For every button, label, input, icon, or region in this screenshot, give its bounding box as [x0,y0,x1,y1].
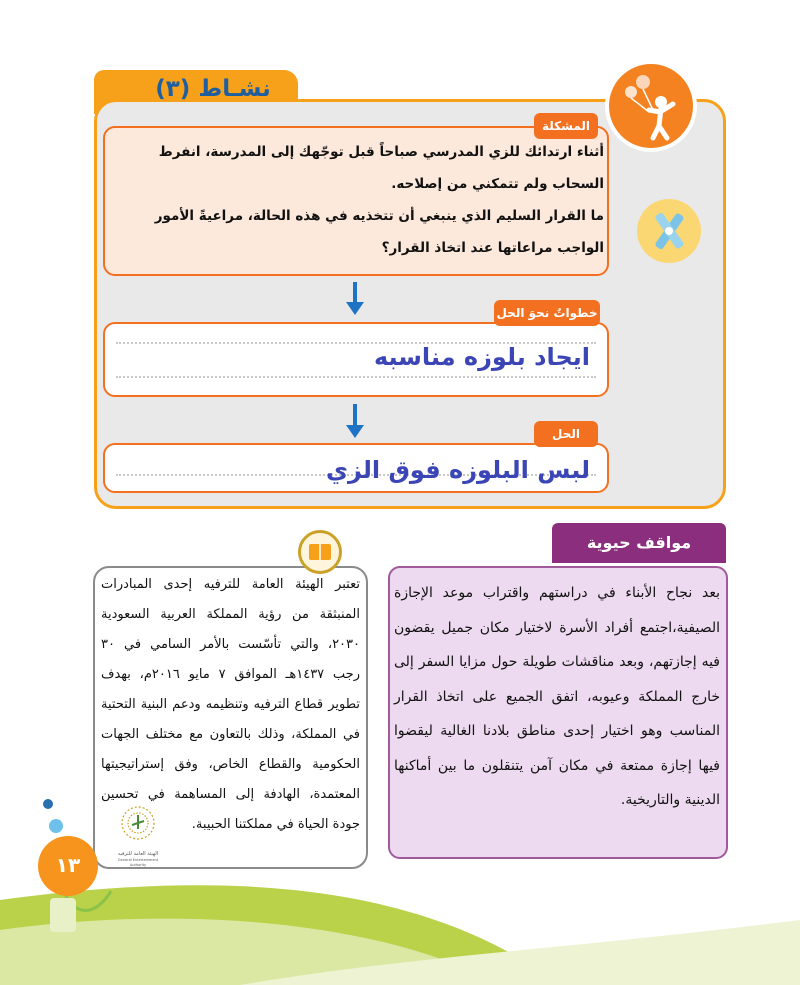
life-situations-text: بعد نجاح الأبناء في دراستهم واقتراب موعد الإجازة الصيفية،اجتمع أفراد الأسرة لاختيار مكان جميل يقضون فيه إجازتهم، وبعد مناقشات طويلة حول مزايا السفر إلى خارج المملكة وعيوبه، اتفق الجميع على اتخاذ القرار المناسب وهو اختيار إحدى مناطق بلادنا الغالية ليقضوا فيها إجازة ممتعة في مكان آمن يتنقلون ما بين أماكنها الدينية والتاريخية. [394,585,720,808]
celebration-badge [605,60,697,152]
logo-caption-en: General Entertainment Authority [117,858,159,867]
page-number: ١٣ [55,853,81,877]
arrow-down-icon [353,282,357,302]
entertainment-authority-logo [112,803,164,867]
answer-line [116,376,596,378]
arrow-head [346,302,364,315]
problem-question: ما القرار السليم الذي ينبغي أن تتخذيه في هذه الحالة، مراعيةً الأمور الواجب مراعاتها عند اتخاذ القرار؟ [154,208,604,256]
logo-caption-ar: الهيئة العامة للترفيه [117,851,159,857]
book-icon [298,530,342,574]
problem-text-block [108,136,604,264]
problem-statement: أثناء ارتدائك للزي المدرسي صباحاً قبل توجّهك إلى المدرسة، انفرط السحاب ولم تتمكني من إصلاحه. [158,144,604,192]
problem-label: المشكلة [534,113,598,139]
solution-label: الحل [534,421,598,447]
steps-answer[interactable]: ايجاد بلوزه مناسبه [373,343,590,371]
background-swoosh [0,860,800,985]
life-situations-title: مواقف حيوية [552,523,726,563]
activity-title: نشـاط (٣) [155,76,271,102]
steps-label: خطواتٌ نحوَ الحل [494,300,600,326]
arrow-head [346,425,364,438]
info-text: تعتبر الهيئة العامة للترفيه إحدى المبادرات المنبثقة من رؤية المملكة العربية السعودية ٢٠٣٠، والتي تأسّست بالأمر السامي في ٣٠ رجب ١٤٣٧هـ الموافق ٧ مايو ٢٠١٦م، بهدف تطوير قطاع الترفيه وتنظيمه ودعم البنية التحتية في المملكة، وذلك بالتعاون مع مختلف الجهات الحكومية والقطاع الخاص، وفق إستراتيجيتها المعتمدة، الهادفة إلى المساهمة في تحسين جودة الحياة في مملكتنا الحبيبة. [101,577,360,832]
solution-answer[interactable]: لبس البلوزه فوق الزي [325,456,590,484]
tools-icon [637,199,701,263]
person-balloons-icon [609,64,693,148]
arrow-down-icon [353,404,357,426]
